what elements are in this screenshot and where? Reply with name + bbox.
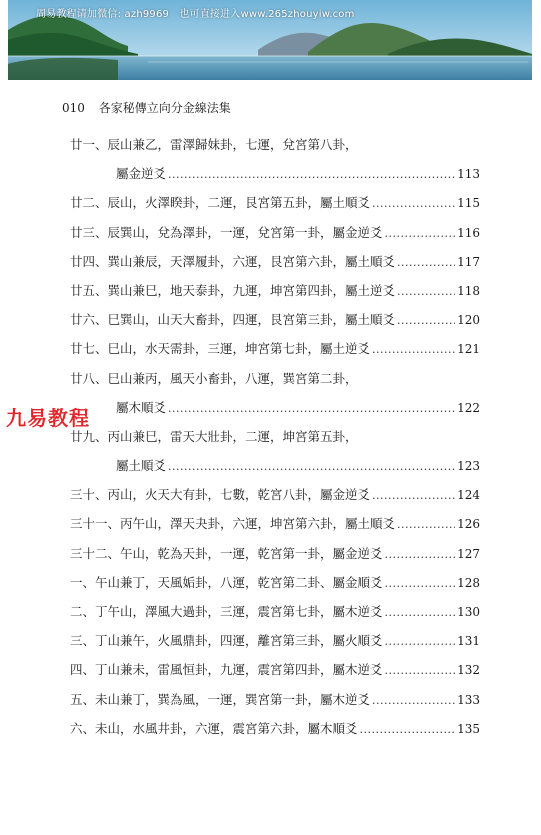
toc-entry[interactable] <box>70 488 480 517</box>
toc-entry-title: 一、午山兼丁，天風姤卦，八運，乾宮第二卦、屬金順爻 <box>70 574 383 590</box>
toc-page-number: 124 <box>457 488 480 503</box>
toc-leader-dots <box>397 256 455 270</box>
toc-entry[interactable] <box>70 634 480 663</box>
toc-leader-dots <box>385 606 456 620</box>
toc-leader-dots <box>385 635 456 649</box>
toc-entry[interactable] <box>70 693 480 722</box>
toc-entry[interactable] <box>70 517 480 546</box>
toc-page-number: 128 <box>457 575 480 590</box>
toc-page-number: 135 <box>457 721 480 736</box>
toc-entry-title: 三十一、丙午山，澤天夬卦，六運，坤宮第六卦，屬土順爻 <box>70 516 396 532</box>
toc-page-number: 117 <box>457 254 480 269</box>
toc-page-number: 132 <box>457 663 480 678</box>
toc-leader-dots <box>385 548 456 562</box>
toc-leader-dots <box>360 723 456 737</box>
toc-entry-title: 五、未山兼丁，巽為風，一運，巽宮第一卦，屬木逆爻 <box>70 691 371 707</box>
toc-entry-title: 四、丁山兼未，雷風恒卦，九運，震宮第四卦，屬木逆爻 <box>70 662 383 678</box>
toc-leader-dots <box>385 664 456 678</box>
toc-page-number: 126 <box>457 517 480 532</box>
toc-leader-dots <box>372 197 455 211</box>
toc-entry-title: 廿八、巳山兼丙，風天小畜卦，八運，巽宮第二卦， <box>70 370 358 386</box>
toc-entry-title: 廿六、巳巽山，山天大畜卦，四運，艮宮第三卦，屬土順爻 <box>70 312 396 328</box>
toc-page-number: 123 <box>457 459 480 474</box>
watermark-logo-text: 九易教程 <box>6 406 90 430</box>
toc-entry[interactable] <box>70 226 480 255</box>
toc-entry[interactable] <box>70 576 480 605</box>
toc-page-number: 122 <box>457 400 480 415</box>
toc-page-number: 113 <box>457 167 480 182</box>
toc-entry[interactable] <box>70 313 480 342</box>
toc-leader-dots <box>385 577 456 591</box>
toc-leader-dots <box>397 314 455 328</box>
toc-entry[interactable] <box>70 605 480 634</box>
running-header <box>62 99 231 116</box>
toc-entry[interactable] <box>70 255 480 284</box>
toc-entry[interactable] <box>70 722 480 751</box>
toc-page-number: 127 <box>457 546 480 561</box>
toc-leader-dots <box>397 285 455 299</box>
toc-entry[interactable] <box>70 196 480 225</box>
toc-entry-title: 六、未山，水風井卦，六運，震宮第六卦，屬木順爻 <box>70 720 358 736</box>
toc-page-number: 120 <box>457 313 480 328</box>
toc-entry-title: 廿四、巽山兼辰，天澤履卦，六運，艮宮第六卦，屬土順爻 <box>70 253 396 269</box>
toc-entry[interactable] <box>70 284 480 313</box>
toc-page-number: 116 <box>457 225 480 240</box>
banner-watermark-text: 周易教程请加微信: azh9969 也可直接进入www.265zhouyiw.com <box>36 9 355 20</box>
toc-leader-dots <box>372 694 455 708</box>
toc-leader-dots <box>372 489 455 503</box>
header-banner-image <box>8 0 532 80</box>
toc-entry-title: 廿九、丙山兼巳，雷天大壯卦，二運，坤宮第五卦， <box>70 428 358 444</box>
toc-entry-title: 廿七、巳山，水天需卦，三運，坤宮第七卦，屬土逆爻 <box>70 341 371 357</box>
toc-leader-dots <box>168 402 455 416</box>
toc-entry[interactable] <box>70 547 480 576</box>
toc-entry-title: 廿一、辰山兼乙，雷澤歸妹卦，七運，兌宮第八卦， <box>70 137 358 152</box>
table-of-contents <box>70 138 480 751</box>
toc-leader-dots <box>372 343 455 357</box>
toc-entry-title: 二、丁午山，澤風大過卦，三運，震宮第七卦，屬木逆爻 <box>70 604 383 619</box>
toc-entry[interactable] <box>70 372 480 430</box>
toc-page-number: 115 <box>457 196 480 211</box>
toc-page-number: 133 <box>457 692 480 707</box>
toc-entry[interactable] <box>70 430 480 488</box>
toc-leader-dots <box>397 518 455 532</box>
book-title: 各家秘傳立向分金線法集 <box>98 101 231 115</box>
toc-entry[interactable] <box>70 663 480 692</box>
toc-entry-title: 廿五、巽山兼巳，地天泰卦，九運，坤宮第四卦，屬土逆爻 <box>70 282 396 298</box>
toc-leader-dots <box>168 168 455 182</box>
toc-entry-continuation: 屬土順爻 <box>116 458 167 474</box>
toc-page-number: 131 <box>457 634 480 649</box>
toc-page-number: 121 <box>457 342 480 357</box>
toc-leader-dots <box>168 460 455 474</box>
toc-entry-title: 廿三、辰巽山，兌為澤卦，一運，兌宮第一卦，屬金逆爻 <box>70 224 383 240</box>
page-number: 010 <box>62 101 85 115</box>
toc-entry-title: 三、丁山兼午，火風鼎卦，四運，離宮第三卦，屬火順爻 <box>70 633 383 649</box>
toc-page-number: 130 <box>457 605 480 619</box>
toc-entry-continuation: 屬木順爻 <box>116 399 167 415</box>
toc-page-number: 118 <box>457 283 480 298</box>
toc-leader-dots <box>385 227 456 241</box>
toc-entry-title: 三十二、午山，乾為天卦，一運，乾宮第一卦，屬金逆爻 <box>70 545 383 561</box>
toc-entry-title: 廿二、辰山，火澤睽卦，二運，艮宮第五卦，屬土順爻 <box>70 195 371 211</box>
toc-entry[interactable] <box>70 138 480 196</box>
toc-entry-title: 三十、丙山，火天大有卦，七數，乾宮八卦，屬金逆爻 <box>70 487 371 503</box>
toc-entry-continuation: 屬金逆爻 <box>116 166 167 182</box>
toc-entry[interactable] <box>70 342 480 371</box>
